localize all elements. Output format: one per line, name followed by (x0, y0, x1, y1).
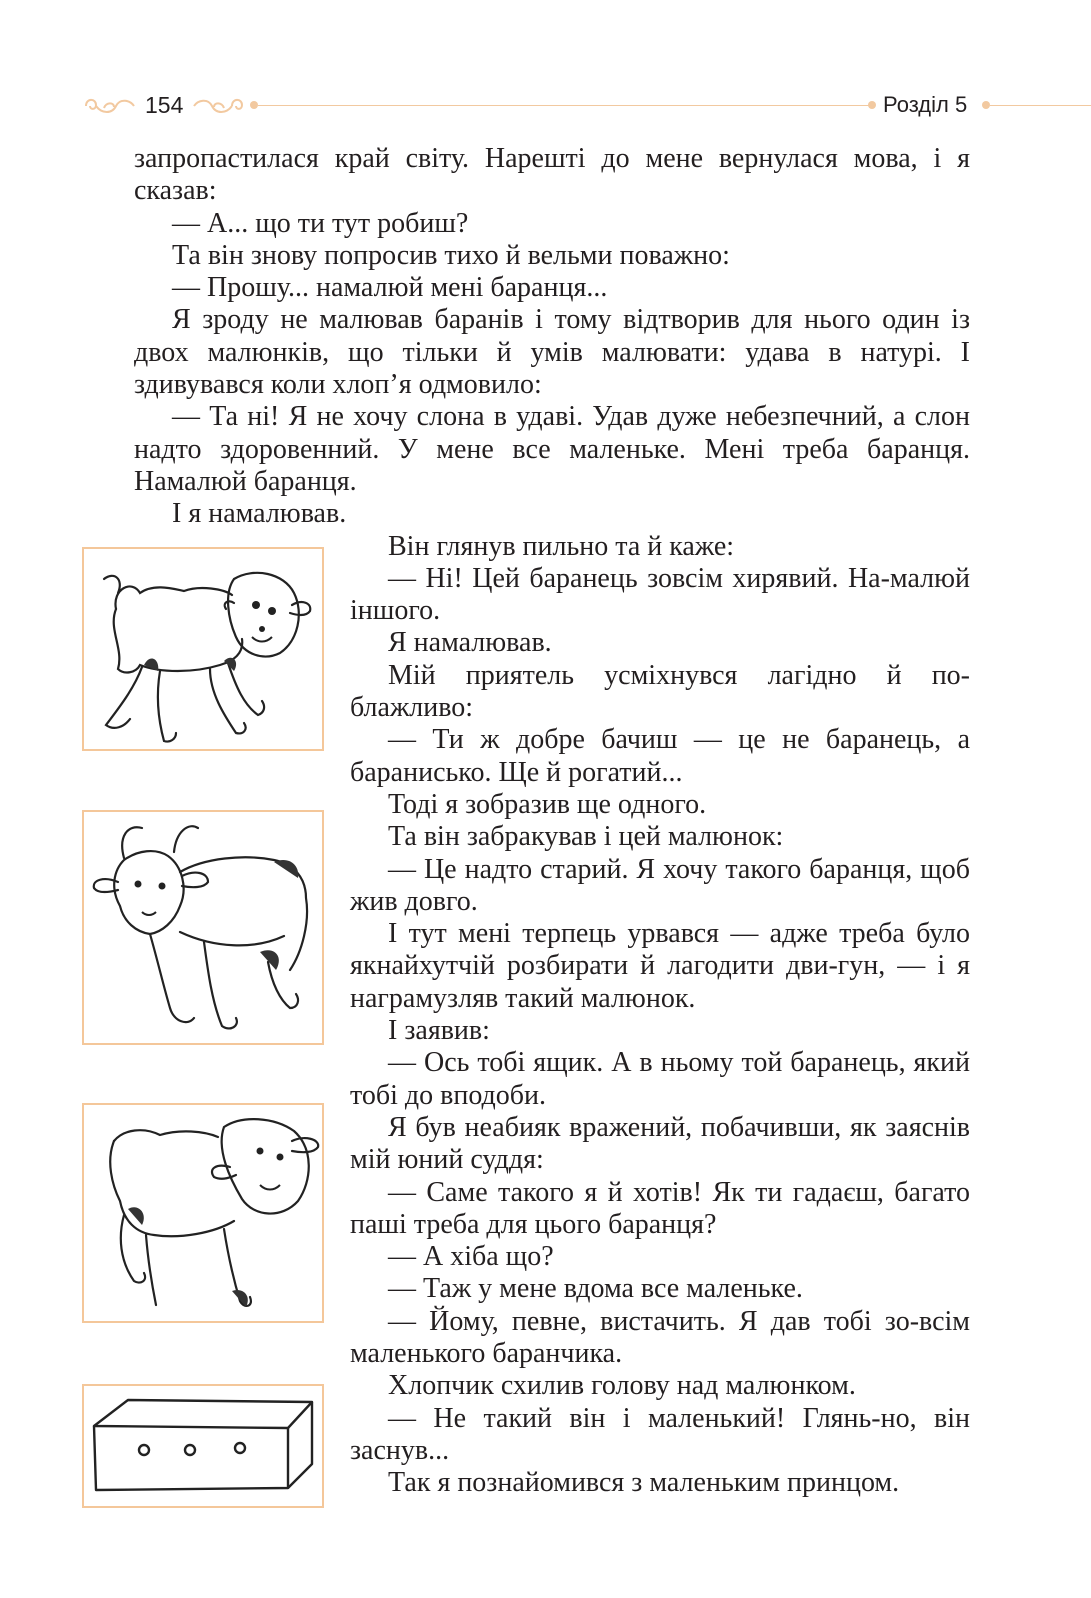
paragraph: І заявив: (388, 1015, 490, 1047)
paragraph: — Це надто старий. Я хочу такого баранця, щоб жив довго. (350, 853, 970, 917)
paragraph: Так я познайомився з маленьким принцом. (388, 1467, 900, 1499)
paragraph: — Таж у мене вдома все маленьке. (388, 1273, 803, 1305)
section-label: Розділ 5 (883, 92, 968, 117)
paragraph: — Ти ж добре бачиш — це не баранець, а баранисько. Ще й рогатий... (350, 724, 970, 788)
paragraph: Я намалював. (388, 627, 552, 659)
paragraph: Мій приятель усміхнувся лагідно й по-блажливо: (350, 659, 970, 724)
left-ornament-icon (82, 94, 138, 118)
header-rule (258, 105, 870, 106)
body-text (134, 143, 970, 1499)
rule-dot-left (250, 101, 258, 109)
paragraph: запропастилася край світу. Нарешті до мене вернулася мова, і я сказав: (134, 143, 970, 207)
paragraph: Я зроду не малював баранів і тому відтворив для нього один із двох малюнків, що тільки й умів малювати: удава в натурі. І здивувався коли хлоп’я одмовило: (134, 304, 970, 401)
paragraph: Я був неабияк вражений, побачивши, як заяснів мій юний суддя: (350, 1111, 970, 1176)
paragraph: — Не такий він і маленький! Глянь-но, він заснув... (350, 1402, 970, 1466)
wrapped-column (350, 531, 970, 1500)
page-header (0, 86, 1091, 126)
header-rule-right (990, 105, 1091, 106)
paragraph: Тоді я зобразив ще одного. (388, 788, 707, 820)
paragraph: Та він знову попросив тихо й вельми поважно: (172, 239, 730, 271)
paragraph: — Та ні! Я не хочу слона в удаві. Удав дуже небезпечний, а слон надто здоровенний. У мене все маленьке. Мені треба баранця. Намалюй баранця. (134, 401, 970, 497)
paragraph: — Йому, певне, вистачить. Я дав тобі зо-всім маленького баранчика. (350, 1305, 970, 1369)
paragraph: — Ні! Цей баранець зовсім хирявий. На-малюй іншого. (350, 562, 970, 627)
paragraph: Він глянув пильно та й каже: (388, 530, 735, 562)
paragraph: — Саме такого я й хотів! Як ти гадаєш, багато паші треба для цього баранця? (350, 1176, 970, 1240)
rule-dot-right (982, 101, 990, 109)
paragraph: Та він забракував і цей малюнок: (388, 821, 784, 853)
paragraph: І я намалював. (172, 498, 347, 530)
paragraph: І тут мені терпець урвався — адже треба було якнайхутчій розбирати й лагодити дви-гун, — і я награмузляв такий малюнок. (350, 918, 970, 1014)
paragraph: Хлопчик схилив голову над малюнком. (388, 1370, 856, 1402)
right-ornament-icon (190, 94, 246, 118)
paragraph: — А... що ти тут робиш? (172, 207, 469, 239)
paragraph: — Ось тобі ящик. А в ньому той баранець, який тобі до вподоби. (350, 1047, 970, 1111)
rule-dot-mid (868, 101, 876, 109)
paragraph: — Прошу... намалюй мені баранця... (172, 272, 608, 304)
paragraph: — А хіба що? (388, 1241, 554, 1273)
page-number: 154 (145, 92, 184, 118)
